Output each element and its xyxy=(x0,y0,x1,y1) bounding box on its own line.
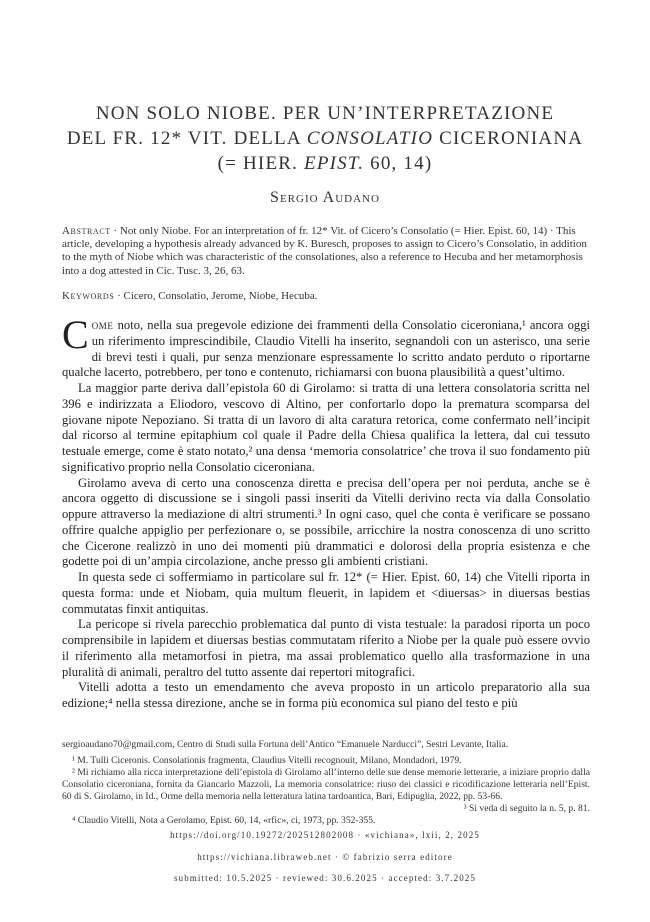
footnote-3: ³ Si veda di seguito la n. 5, p. 81. xyxy=(463,803,590,814)
title-line-3-pre: (= HIER. xyxy=(217,153,305,174)
title-line-1: NON SOLO NIOBE. PER UN’INTERPRETAZIONE xyxy=(95,103,555,124)
title-line-2 xyxy=(60,126,590,151)
title-line-2-pre: DEL FR. 12* VIT. DELLA xyxy=(66,128,307,149)
title-line-2-post: CICERONIANA xyxy=(433,128,584,149)
paragraph-1-text: noto, nella sua pregevole edizione dei frammenti della Consolatio ciceroniana,¹ ancora oggi un riferimento imprescindibile, Claudio Vitelli ha inserito, segnandoli con un asterisco, una serie di brevi testi i quali, pur senza menzionare espressamente lo scritto andato perduto o riportarne qualche lacerto, potrebbero, per tono e contenuto, richiamarsi con buona plausibilità a quest’ultimo. xyxy=(62,318,590,380)
title-line-2-italic: CONSOLATIO xyxy=(306,128,434,149)
abstract-label: Abstract xyxy=(62,225,111,237)
footnote-2: ² Mi richiamo alla ricca interpretazione dell’epistola di Girolamo all’interno delle sue dense memorie letterarie, a iniziare proprio dalla Consolatio ciceroniana, fornita da Giancarlo Mazzoli, La memoria consolatrice: riuso dei classici e ricodificazione letteraria nell’Epist. 60 di S. Girolamo, in Id., Orme della memoria nella letteratura latina tardoantica, Bari, Edipuglia, 2022, pp. 53-66. xyxy=(62,767,590,802)
article-body xyxy=(62,312,590,712)
paragraph-1 xyxy=(62,312,590,381)
keywords-text: · Cicero, Consolatio, Jerome, Niobe, Hecuba. xyxy=(114,290,318,302)
paragraph-2: La maggior parte deriva dall’epistola 60 di Girolamo: si tratta di una lettera consolatoria scritta nel 396 e indirizzata a Eliodoro, vescovo di Altino, per confortarlo dopo la prematura scomparsa del giovane nipote Nepoziano. Si tratta di un lavoro di alta caratura retorica, come confermato nell’incipit dal ricorso al termine epitaphium col quale il Padre della Chiesa qualifica la lettera, dal cui tessuto testuale emerge, come è stato notato,² una densa ‘memoria consolatrice’ che trova il suo fondamento più significativo proprio nella Consolatio ciceroniana. xyxy=(62,381,590,474)
article-title xyxy=(60,101,590,176)
title-line-3 xyxy=(60,151,590,176)
paragraph-4: In questa sede ci soffermiamo in particolare sul fr. 12* (= Hier. Epist. 60, 14) che Vitelli riporta in questa forma: unde et Niobam, quia multum fleuerit, in lapidem et <diuersas> in diuersas bestias commutatas finxit antiquitas. xyxy=(62,570,590,616)
footer-doi[interactable]: https://doi.org/10.19272/202512802008 · «vichiana», lxii, 2, 2025 xyxy=(170,830,480,840)
footnote-1: ¹ M. Tulli Ciceronis. Consolationis fragmenta, Claudius Vitelli recognouit, Milano, Mondadori, 1979. xyxy=(72,755,462,766)
paragraph-3: Girolamo aveva di certo una conoscenza diretta e precisa dell’opera per noi perduta, anche se è ancora oggetto di discussione se i singoli passi inseriti da Vitelli derivino recta via dalla Consolatio oppure attraverso la mediazione di altri strumenti.³ In ogni caso, quel che conta è verificare se possano offrire qualche appiglio per perfezionare o, se possibile, arricchire la nostra conoscenza di uno scritto che Cicerone realizzò in uno dei momenti più drammatici e dolorosi della propria esistenza e che godette poi di un’ampia circolazione, anche presso gli ambienti cristiani. xyxy=(62,475,590,569)
footnotes xyxy=(62,739,590,827)
paragraph-1-smallcaps: ome xyxy=(91,318,114,332)
paragraph-6: Vitelli adotta a testo un emendamento che aveva proposto in un articolo preparatorio alla sua edizione;⁴ nella stessa direzione, anche se in forma più economica sul piano del testo e più xyxy=(62,680,590,710)
footnote-4: ⁴ Claudio Vitelli, Nota a Gerolamo, Epist. 60, 14, «rfic», ci, 1973, pp. 352-355. xyxy=(72,815,376,826)
abstract-text: · Not only Niobe. For an interpretation of fr. 12* Vit. of Cicero’s Consolatio (= Hier. Epist. 60, 14) · This article, developing a hypothesis already advanced by K. Buresch, proposes to assign to Cicero’s Consolatio, in addition to the myth of Niobe which was characteristic of the consolationes, also a reference to Hecuba and her metamorphosis into a dog attested in Cic. Tusc. 3, 26, 63. xyxy=(62,225,587,277)
keywords xyxy=(62,290,590,303)
author-name: Sergio Audano xyxy=(270,189,380,206)
abstract xyxy=(62,225,590,278)
footer-url[interactable]: https://vichiana.libraweb.net · © fabrizio serra editore xyxy=(197,852,453,862)
title-line-3-post: 60, 14) xyxy=(364,153,433,174)
paragraph-5: La pericope si rivela parecchio problematica dal punto di vista testuale: la paradosi riporta un poco comprensibile in lapidem et diuersas bestias commutatam riferito a Niobe per la quale può essere ovvio il riferimento alla metamorfosi in pietra, ma assai problematico quello alla trasformazione in una pluralità di animali, peraltro del tutto assente dai repertori mitografici. xyxy=(62,617,590,679)
author-contact: sergioaudano70@gmail.com, Centro di Studi sulla Fortuna dell’Antico “Emanuele Narducci”, Sestri Levante, Italia. xyxy=(62,739,509,750)
footer-dates: submitted: 10.5.2025 · reviewed: 30.6.2025 · accepted: 3.7.2025 xyxy=(174,873,476,883)
title-line-3-italic: EPIST. xyxy=(304,153,365,174)
keywords-label: Keywords xyxy=(62,290,115,302)
drop-cap: C xyxy=(62,312,89,357)
